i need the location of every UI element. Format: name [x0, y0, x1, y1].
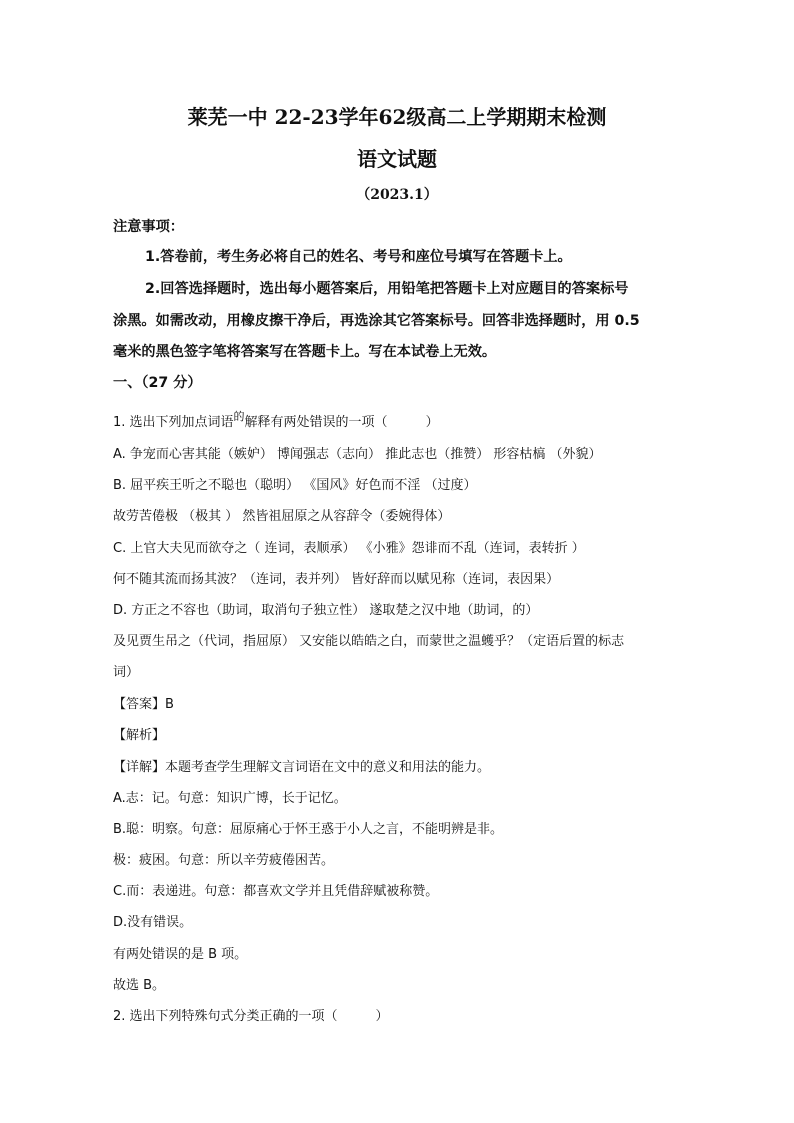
option-b-line-2: 故劳苦倦极 （极其 ） 然皆祖屈原之从容辞令（委婉得体）: [113, 509, 451, 524]
question-1-stem-text: 1. 选出下列加点词语: [113, 415, 234, 430]
option-a: A. 争宠而心害其能（嫉妒） 博闻强志（志向） 推此志也（推赞） 形容枯槁 （外貌）: [113, 447, 602, 462]
exam-date: （2023.1）: [356, 187, 438, 203]
explanation-c: C.而：表递进。句意：都喜欢文学并且凭借辞赋被称赞。: [113, 884, 439, 899]
question-2-stem-text: 2. 选出下列特殊句式分类正确的一项（: [113, 1009, 338, 1024]
section-1-heading: 一、（27 分）: [113, 375, 202, 391]
option-d-line-3: 词）: [113, 665, 140, 680]
notice-item-2-line-2: 涂黑。如需改动，用橡皮擦干净后，再选涂其它答案标号。回答非选择题时，用 0.5: [113, 313, 640, 329]
error-summary: 有两处错误的是 B 项。: [113, 947, 248, 962]
notice-heading: 注意事项：: [113, 219, 184, 235]
option-d-line-1: D. 方正之不容也（助词，取消句子独立性） 遂取楚之汉中地（助词，的）: [113, 603, 539, 618]
notice-item-2-line-1: 2.回答选择题时，选出每小题答案后，用铅笔把答题卡上对应题目的答案标号: [145, 281, 629, 297]
question-1-stem-text-rest: 解释有两处错误的一项（: [244, 415, 388, 430]
analysis-heading: 【解析】: [113, 728, 166, 743]
answer-label: 【答案】B: [113, 697, 174, 712]
question-2-stem-close: ）: [375, 1009, 389, 1024]
conclusion: 故选 B。: [113, 978, 166, 993]
option-b-line-1: B. 屈平疾王听之不聪也（聪明） 《国风》好色而不淫 （过度）: [113, 478, 477, 493]
notice-item-2-line-3: 毫米的黑色签字笔将答案写在答题卡上。写在本试卷上无效。: [113, 344, 497, 360]
exam-subtitle: 语文试题: [357, 147, 437, 171]
explanation-b: B.聪：明察。句意：屈原痛心于怀王惑于小人之言，不能明辨是非。: [113, 822, 504, 837]
question-2-stem: [113, 1008, 389, 1026]
notice-item-1: 1.答卷前，考生务必将自己的姓名、考号和座位号填写在答题卡上。: [145, 249, 572, 265]
option-d-line-2: 及见贾生吊之（代词，指屈原） 又安能以皓皓之白，而蒙世之温蠖乎？（定语后置的标志: [113, 634, 625, 649]
option-c-line-2: 何不随其流而扬其波？（连词，表并列） 皆好辞而以赋见称（连词，表因果）: [113, 572, 560, 587]
question-1-stem-superscript: 的: [233, 410, 245, 423]
option-c-line-1: C. 上官大夫见而欲夺之（ 连词，表顺承） 《小雅》怨诽而不乱（连词，表转折 ）: [113, 541, 585, 556]
explanation-b-2: 极：疲困。句意：所以辛劳疲倦困苦。: [113, 853, 335, 868]
question-1-stem: [113, 410, 439, 432]
explanation-a: A.志：记。句意：知识广博，长于记忆。: [113, 791, 347, 806]
explanation-d: D.没有错误。: [113, 915, 193, 930]
detail-explanation: 【详解】本题考查学生理解文言词语在文中的意义和用法的能力。: [113, 760, 491, 775]
exam-title: 莱芜一中 22-23学年62级高二上学期期末检测: [187, 105, 607, 129]
question-1-stem-close: ）: [425, 415, 439, 430]
